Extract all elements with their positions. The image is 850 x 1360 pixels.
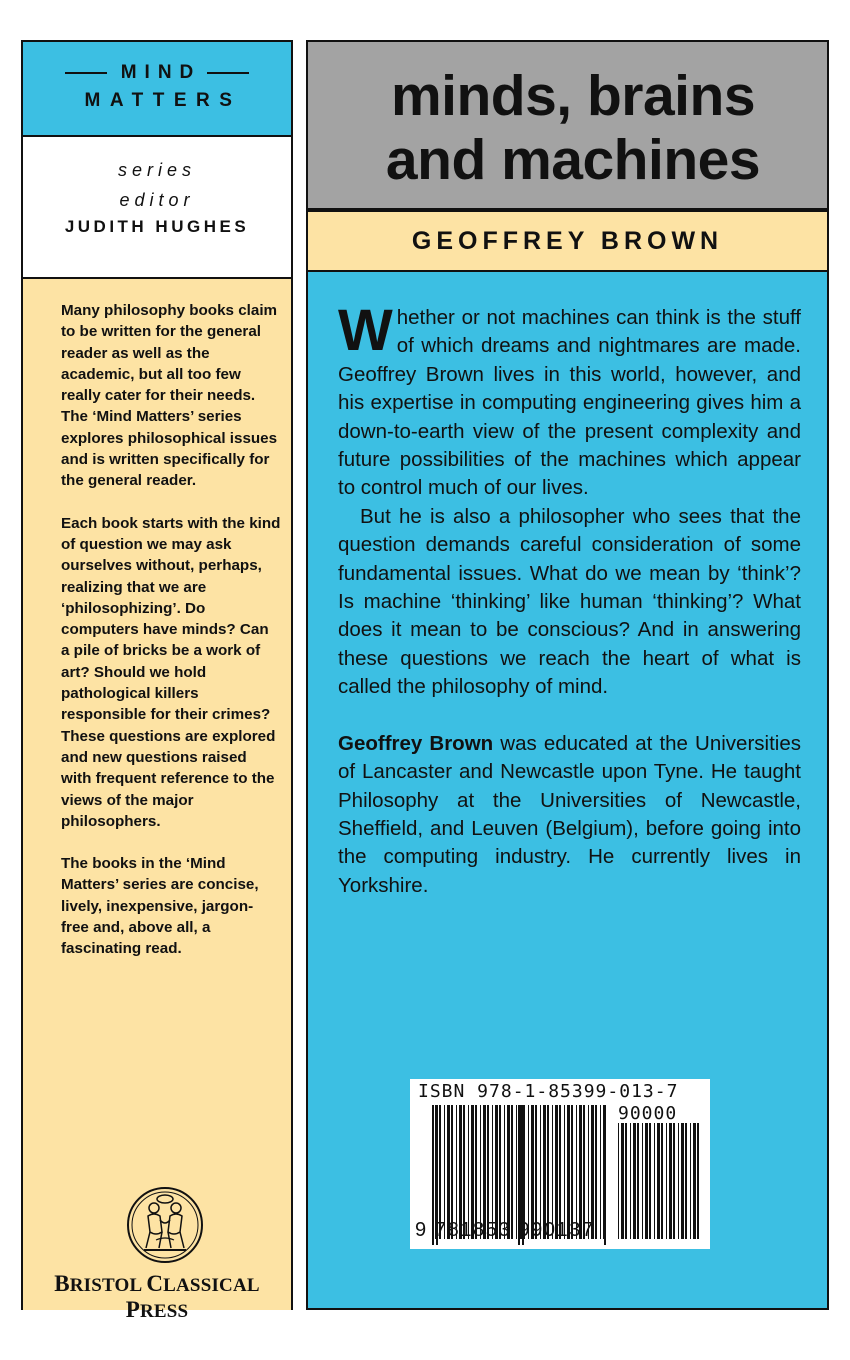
barcode-bar bbox=[642, 1123, 643, 1239]
ean-number: 9 781853 990137 bbox=[415, 1219, 595, 1241]
author-band bbox=[308, 210, 827, 272]
barcode-bar bbox=[618, 1123, 619, 1239]
book-title-line2: and machines bbox=[385, 128, 761, 192]
barcode-bar bbox=[645, 1123, 648, 1239]
barcode-bar bbox=[630, 1123, 631, 1239]
blurb-paragraph: Each book starts with the kind of question we may ask ourselves without, perhaps, realizing that we are ‘philosophizing’. Do computers have minds? Can a pile of bricks be a work of art? Should we hold pathological killers responsible for their crimes? These questions are explored and new questions raised with frequent reference to the views of the major philosophers. bbox=[61, 514, 281, 830]
author-bio-text: was educated at the Universities of Lancaster and Newcastle upon Tyne. He taught Philosophy at the Universities of Newcastle, Sheffield, and Leuven (Belgium), before going into the computing industry. He currently lives in Yorkshire. bbox=[338, 731, 801, 897]
classical-figures-seal-icon bbox=[126, 1186, 204, 1264]
price-code: 90000 bbox=[618, 1103, 678, 1124]
barcode-bar bbox=[673, 1123, 675, 1239]
description-paragraph-2: But he is also a philosopher who sees that the question demands careful consideration of some fundamental issues. What do we mean by ‘think’? Is machine ‘thinking’ like human ‘thinking’? What does it mean to be conscious? And in answering these questions we reach the heart of what is called the philosophy of mind. bbox=[338, 504, 801, 699]
series-name-line1: MIND bbox=[120, 62, 202, 83]
barcode-bar bbox=[621, 1123, 624, 1239]
barcode-bar bbox=[661, 1123, 663, 1239]
author-bio-name: Geoffrey Brown bbox=[338, 731, 494, 755]
series-blurb-panel bbox=[23, 279, 291, 1322]
barcode-bar bbox=[654, 1123, 655, 1239]
barcode-bar bbox=[690, 1123, 691, 1239]
series-blurb bbox=[61, 300, 281, 981]
barcode-guard-bar bbox=[604, 1105, 606, 1245]
barcode-bar bbox=[685, 1123, 687, 1239]
blurb-paragraph: The books in the ‘Mind Matters’ series are concise, lively, inexpensive, jargon-free and, above all, a fascinating read. bbox=[61, 855, 259, 958]
series-column bbox=[21, 40, 293, 1322]
barcode-bar bbox=[625, 1123, 627, 1239]
series-editor-label-1: series bbox=[117, 160, 196, 180]
barcode-bar bbox=[678, 1123, 679, 1239]
book-description bbox=[338, 298, 801, 900]
publisher-name: BRISTOL CLASSICAL PRESS bbox=[54, 1271, 260, 1322]
series-name-line1-wrap bbox=[23, 62, 291, 84]
series-name-line2: MATTERS bbox=[84, 90, 242, 111]
author-bio bbox=[338, 730, 801, 900]
barcode-bar bbox=[669, 1123, 672, 1239]
blurb-paragraph: Many philosophy books claim to be written for the general reader as well as the academic, but all too few really cater for their needs. The ‘Mind Matters’ series explores philosophical issues and is written specifically for the general reader. bbox=[61, 302, 278, 490]
series-editor-label-2: editor bbox=[119, 190, 195, 210]
book-title bbox=[328, 64, 818, 192]
barcode-bar bbox=[637, 1123, 639, 1239]
barcode-bar bbox=[697, 1123, 699, 1239]
title-band bbox=[308, 42, 827, 210]
series-editor-name: JUDITH HUGHES bbox=[64, 217, 250, 236]
isbn-barcode bbox=[410, 1079, 710, 1249]
barcode-bar bbox=[600, 1105, 601, 1239]
barcode-bar bbox=[649, 1123, 651, 1239]
barcode-bar bbox=[693, 1123, 696, 1239]
series-rule-right bbox=[207, 72, 249, 74]
barcode-bar bbox=[595, 1105, 597, 1239]
barcode-bar bbox=[681, 1123, 684, 1239]
barcode-bar bbox=[666, 1123, 667, 1239]
book-title-line1: minds, brains bbox=[390, 64, 756, 128]
barcode-bar bbox=[657, 1123, 660, 1239]
barcode-bar bbox=[633, 1123, 636, 1239]
isbn-number: ISBN 978-1-85399-013-7 bbox=[418, 1081, 679, 1102]
description-paragraph-1-text: hether or not machines can think is the stuff of which dreams and nightmares are made. Geoffrey Brown lives in this world, however, and his expertise in computing engineering gives him a down-to-earth view of the present complexity and future possibilities of the machines which appear to control much of our lives. bbox=[338, 306, 801, 500]
book-author: GEOFFREY BROWN bbox=[411, 227, 724, 255]
series-rule-left bbox=[65, 72, 107, 74]
series-header bbox=[23, 42, 291, 137]
description-paragraph-1 bbox=[338, 298, 801, 503]
series-editor-box bbox=[23, 137, 291, 279]
drop-cap: W bbox=[338, 298, 393, 363]
